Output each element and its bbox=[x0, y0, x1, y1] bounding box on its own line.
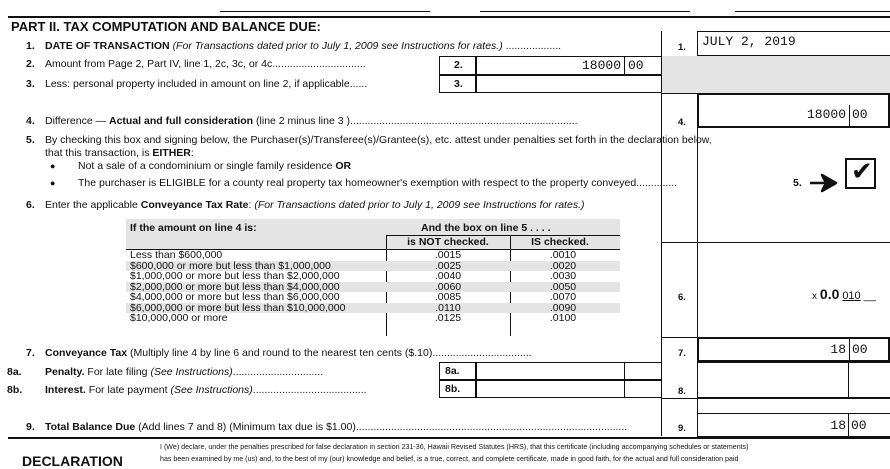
line4-amount-dec: 00 bbox=[852, 107, 868, 122]
line6-pre: Enter the applicable bbox=[45, 199, 141, 211]
rate-table-head-left: If the amount on line 4 is: bbox=[130, 222, 257, 234]
line8a-box-label: 8a. bbox=[445, 365, 460, 377]
top-rule-mid bbox=[480, 11, 690, 12]
line5-text-a: By checking this box and signing below, the Purchaser(s)/Transferee(s)/Grantee(s), etc. attest under penalties set forth in the declaration below, bbox=[45, 134, 712, 146]
line4-number: 4. bbox=[26, 115, 35, 127]
arrow-right-icon bbox=[808, 172, 838, 194]
tax-rate-field[interactable] bbox=[812, 286, 876, 302]
date-of-transaction-value: JULY 2, 2019 bbox=[702, 34, 796, 49]
line1-note: (For Transactions dated prior to July 1, 2009 bbox=[172, 40, 379, 52]
line4-bold: Actual and full consideration bbox=[109, 115, 254, 127]
tax-rate-x: x bbox=[812, 291, 817, 302]
declaration-title: DECLARATION bbox=[22, 453, 123, 469]
line3-dots: ...... bbox=[349, 78, 368, 90]
line4-amount-int: 18000 bbox=[806, 107, 846, 122]
line1-dots: ................... bbox=[505, 40, 562, 52]
line6-number: 6. bbox=[26, 199, 35, 211]
line1-label: DATE OF TRANSACTION bbox=[45, 40, 170, 52]
penalty-field[interactable] bbox=[476, 362, 662, 380]
tax-rate-blank: __ bbox=[863, 290, 876, 302]
line8a-post: For late filing bbox=[84, 366, 151, 378]
line5-text-b-bold: EITHER bbox=[152, 147, 191, 159]
line3-amount-field[interactable] bbox=[476, 75, 662, 93]
rate-table-row: Less than $600,000 $600,000 or more but less than $1,000,000 $1,000,000 or more but less than $2,000,000 $2,000,000 or more but less than $4,000,000 $4,000,000 or more but less than $6,000,000 $6,000,000 or more but less than $10,000,000 $10,000,000 or more bbox=[130, 249, 346, 324]
line8b-box-label-cell bbox=[439, 380, 476, 398]
rate-table bbox=[126, 219, 620, 336]
line2-label: Amount from Page 2, Part IV, line 1, 2c, 3c, or 4c bbox=[45, 58, 273, 70]
line1-note2: see Instructions for rates.) bbox=[381, 40, 503, 52]
rate-table-not-col: .0015 .0025 .0040 .0060 .0085 .0110 .0125 bbox=[434, 249, 462, 324]
line8a-note: (See Instructions) bbox=[150, 366, 233, 378]
line6-box-label: 6. bbox=[678, 292, 686, 303]
line8b-bold: Interest. bbox=[45, 384, 86, 396]
line3-box-label-cell bbox=[439, 75, 476, 93]
line7-box-label: 7. bbox=[678, 348, 686, 359]
rate-table-is-col: .0010 .0020 .0030 .0050 .0070 .0090 .0100 bbox=[549, 249, 577, 324]
line8a-dots: ............................... bbox=[232, 366, 324, 378]
line9-box-label: 9. bbox=[678, 423, 686, 434]
line2-amount-dec: 00 bbox=[628, 58, 644, 73]
line1-number: 1. bbox=[26, 40, 35, 52]
line8b-dots: ....................................... bbox=[252, 384, 367, 396]
line4-pre: Difference — bbox=[45, 115, 109, 127]
line5-bullet1: Not a sale of a condominium or single family residence bbox=[78, 160, 336, 172]
line7-dots: .................................. bbox=[432, 347, 532, 359]
bullet-icon: ● bbox=[50, 161, 56, 171]
line8a-bold: Penalty. bbox=[45, 366, 85, 378]
part-title: PART II. TAX COMPUTATION AND BALANCE DUE: bbox=[11, 19, 321, 34]
line2-box-label: 2. bbox=[454, 59, 463, 71]
line3-number: 3. bbox=[26, 78, 35, 90]
total-balance-due-field[interactable] bbox=[697, 413, 890, 437]
line8b-note: (See Instructions) bbox=[170, 384, 253, 396]
top-rule-left bbox=[220, 11, 430, 12]
line3-label: Less: personal property included in amount on line 2, if applicable bbox=[45, 78, 350, 90]
line2-number: 2. bbox=[26, 58, 35, 70]
line5-text-b-post: : bbox=[190, 147, 194, 159]
line4-dots: .............................................................................. bbox=[349, 115, 578, 127]
tax-rate-bold: 0.0 bbox=[819, 286, 840, 302]
line8a-number: 8a. bbox=[7, 366, 22, 378]
line6-note: (For Transactions dated prior to July 1, 2009 see Instructions for rates.) bbox=[254, 199, 585, 211]
line4-box-label: 4. bbox=[678, 117, 686, 128]
line2-dots: ................................ bbox=[272, 58, 366, 70]
line7-bold: Conveyance Tax bbox=[45, 347, 128, 359]
rate-table-col-is: IS checked. bbox=[531, 236, 589, 248]
line2-box-label-cell bbox=[439, 56, 476, 75]
line5-text-b-pre: that this transaction, is bbox=[45, 147, 153, 159]
line8-total-field[interactable] bbox=[697, 362, 890, 398]
line8a-box-label-cell bbox=[439, 362, 476, 380]
line5-bullet2-dots: .............. bbox=[636, 177, 678, 189]
declaration-text-1: I (We) declare, under the penalties prescribed for false declaration in section 231-36, Hawaii Revised Statutes (HRS), that this certificate (including accompanying schedules or statements) bbox=[160, 443, 749, 451]
line4-post: (line 2 minus line 3 ) bbox=[253, 115, 350, 127]
line7-post: (Multiply line 4 by line 6 and round to the nearest ten cents ($.10) bbox=[127, 347, 433, 359]
line8b-box-label: 8b. bbox=[445, 383, 461, 395]
line5-bullet1-bold: OR bbox=[335, 160, 352, 172]
tax-rate-fill: 010 bbox=[842, 290, 861, 302]
line5-checkbox[interactable] bbox=[845, 158, 876, 189]
line9-bold: Total Balance Due bbox=[45, 421, 136, 433]
interest-field[interactable] bbox=[476, 380, 662, 398]
rate-table-head-right: And the box on line 5 . . . . bbox=[421, 222, 551, 234]
line9-dots: ............................................................................................. bbox=[355, 421, 628, 433]
checkmark-icon: ✔ bbox=[851, 157, 873, 187]
line7-number: 7. bbox=[26, 347, 35, 359]
line5-number: 5. bbox=[26, 134, 35, 146]
line9-post: (Add lines 7 and 8) (Minimum tax due is $1.00) bbox=[135, 421, 356, 433]
line2-3-shaded-area bbox=[662, 56, 890, 93]
date-of-transaction-field[interactable] bbox=[697, 31, 890, 56]
line7-amount-field[interactable] bbox=[697, 337, 890, 362]
line1-box-label: 1. bbox=[678, 42, 686, 53]
line9-amount-int: 18 bbox=[830, 418, 846, 433]
line8b-number: 8b. bbox=[7, 384, 23, 396]
declaration-text-2: has been examined by me (us) and, to the best of my (our) knowledge and belief, is a true, correct, and complete certificate, made in good faith, for the actual and full consideration paid bbox=[160, 455, 739, 463]
bullet-icon: ● bbox=[50, 178, 56, 188]
line7-amount-int: 18 bbox=[830, 342, 846, 357]
top-rule-right bbox=[735, 11, 890, 12]
line2-amount-int: 18000 bbox=[581, 58, 621, 73]
line3-box-label: 3. bbox=[454, 78, 463, 90]
line9-number: 9. bbox=[26, 421, 35, 433]
part-top-rule bbox=[8, 16, 890, 18]
line6-post: : bbox=[248, 199, 255, 211]
line7-amount-dec: 00 bbox=[852, 342, 868, 357]
line5-box-label: 5. bbox=[793, 177, 802, 189]
line6-bold: Conveyance Tax Rate bbox=[140, 199, 249, 211]
line4-amount-field[interactable] bbox=[697, 93, 890, 128]
line8-box-label: 8. bbox=[678, 386, 686, 397]
rate-table-col-not: is NOT checked. bbox=[407, 236, 489, 248]
line2-amount-field[interactable] bbox=[476, 56, 662, 75]
line8b-post: For late payment bbox=[85, 384, 171, 396]
line5-bullet2: The purchaser is ELIGIBLE for a county real property tax homeowner's exemption with respect to the property conveyed bbox=[78, 177, 637, 189]
line9-amount-dec: 00 bbox=[851, 418, 867, 433]
